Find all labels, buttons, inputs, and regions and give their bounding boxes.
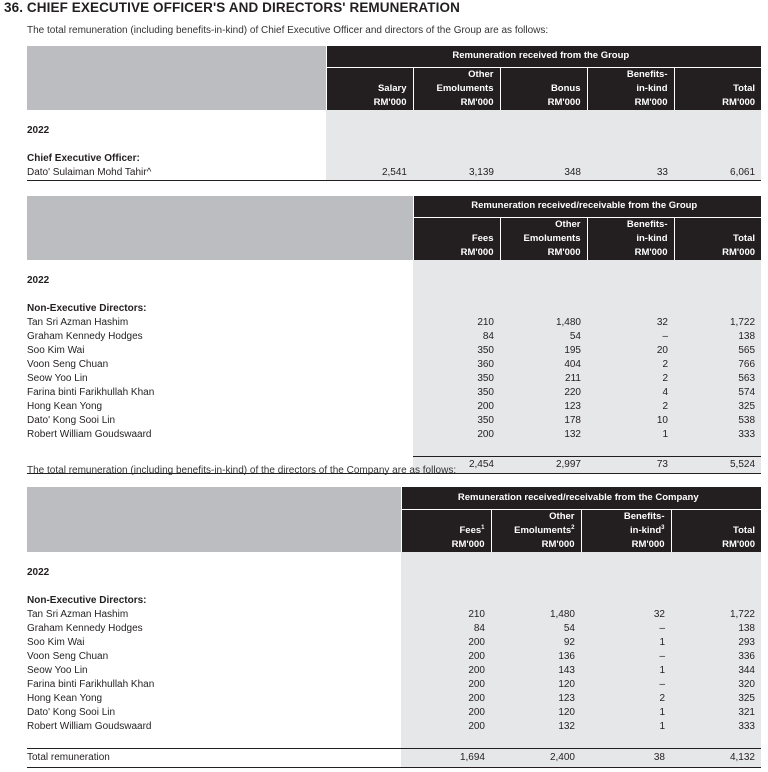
- table-row: Dato' Kong Sooi Lin 200 120 1 321: [27, 706, 761, 720]
- table-row: Soo Kim Wai 350 195 20 565: [27, 344, 761, 358]
- company-directors-table: [27, 487, 761, 768]
- table-row: Robert William Goudswaard 200 132 1 333: [27, 720, 761, 734]
- table-row: Seow Yoo Lin 200 143 1 344: [27, 664, 761, 678]
- col-header-other-emoluments: Other Emoluments$^2$ RM'000: [491, 509, 581, 552]
- col-header-total: Total RM'000: [671, 509, 761, 552]
- section-label: Chief Executive Officer:: [27, 152, 140, 164]
- col-header-other-emoluments: Other Emoluments RM'000: [500, 217, 587, 260]
- col-header-fees: Fees RM'000: [413, 217, 500, 260]
- header-blank: [27, 487, 401, 552]
- table-row: Hong Kean Yong 200 123 2 325: [27, 400, 761, 414]
- table-row: Soo Kim Wai 200 92 1 293: [27, 636, 761, 650]
- total-row: 2,454 2,997 73 5,524: [27, 456, 761, 473]
- col-header-benefits: Benefits- in-kind RM'000: [587, 217, 674, 260]
- col-header-bonus: Bonus RM'000: [500, 67, 587, 110]
- table-row: Hong Kean Yong 200 123 2 325: [27, 692, 761, 706]
- table-row: Voon Seng Chuan 200 136 – 336: [27, 650, 761, 664]
- header-blank: [27, 196, 413, 260]
- year-label: 2022: [27, 124, 50, 136]
- intro-text-company: The total remuneration (including benefits-in-kind) of the directors of the Company are as follows:: [27, 465, 457, 476]
- group-header: Remuneration received/receivable from the Company: [401, 487, 761, 509]
- section-label: Non-Executive Directors:: [27, 594, 147, 606]
- table-row: Tan Sri Azman Hashim 210 1,480 32 1,722: [27, 608, 761, 622]
- table-row: Seow Yoo Lin 350 211 2 563: [27, 372, 761, 386]
- table-row: Tan Sri Azman Hashim 210 1,480 32 1,722: [27, 316, 761, 330]
- col-header-benefits: Benefits- in-kind RM'000: [587, 67, 674, 110]
- col-header-salary: Salary RM'000: [326, 67, 413, 110]
- page-title: 36. CHIEF EXECUTIVE OFFICER'S AND DIRECTORS' REMUNERATION: [4, 0, 460, 15]
- table-row: Dato' Sulaiman Mohd Tahir^ 2,541 3,139 348 33 6,061: [27, 166, 761, 181]
- section-label: Non-Executive Directors:: [27, 302, 147, 314]
- col-header-total: Total RM'000: [674, 67, 761, 110]
- total-label: Total remuneration: [27, 748, 401, 767]
- ceo-remuneration-table: [27, 46, 761, 181]
- col-header-other-emoluments: Other Emoluments RM'000: [413, 67, 500, 110]
- group-header: Remuneration received from the Group: [326, 46, 761, 67]
- table-row: Farina binti Farikhullah Khan 350 220 4 574: [27, 386, 761, 400]
- table-row: Graham Kennedy Hodges 84 54 – 138: [27, 622, 761, 636]
- table-row: Graham Kennedy Hodges 84 54 – 138: [27, 330, 761, 344]
- table-row: Voon Seng Chuan 360 404 2 766: [27, 358, 761, 372]
- year-label: 2022: [27, 274, 50, 286]
- table-row: Dato' Kong Sooi Lin 350 178 10 538: [27, 414, 761, 428]
- group-header: Remuneration received/receivable from the Group: [413, 196, 761, 217]
- year-label: 2022: [27, 566, 50, 578]
- col-header-total: Total RM'000: [674, 217, 761, 260]
- table-row: Farina binti Farikhullah Khan 200 120 – 320: [27, 678, 761, 692]
- group-directors-table: [27, 196, 761, 474]
- col-header-fees: Fees$^1$ RM'000: [401, 509, 491, 552]
- table-row: Robert William Goudswaard 200 132 1 333: [27, 428, 761, 442]
- header-blank: [27, 46, 326, 110]
- col-header-benefits: Benefits- in-kind$^3$ RM'000: [581, 509, 671, 552]
- total-row: Total remuneration 1,694 2,400 38 4,132: [27, 748, 761, 767]
- intro-text-group: The total remuneration (including benefits-in-kind) of Chief Executive Officer and directors of the Group are as follows:: [27, 25, 549, 36]
